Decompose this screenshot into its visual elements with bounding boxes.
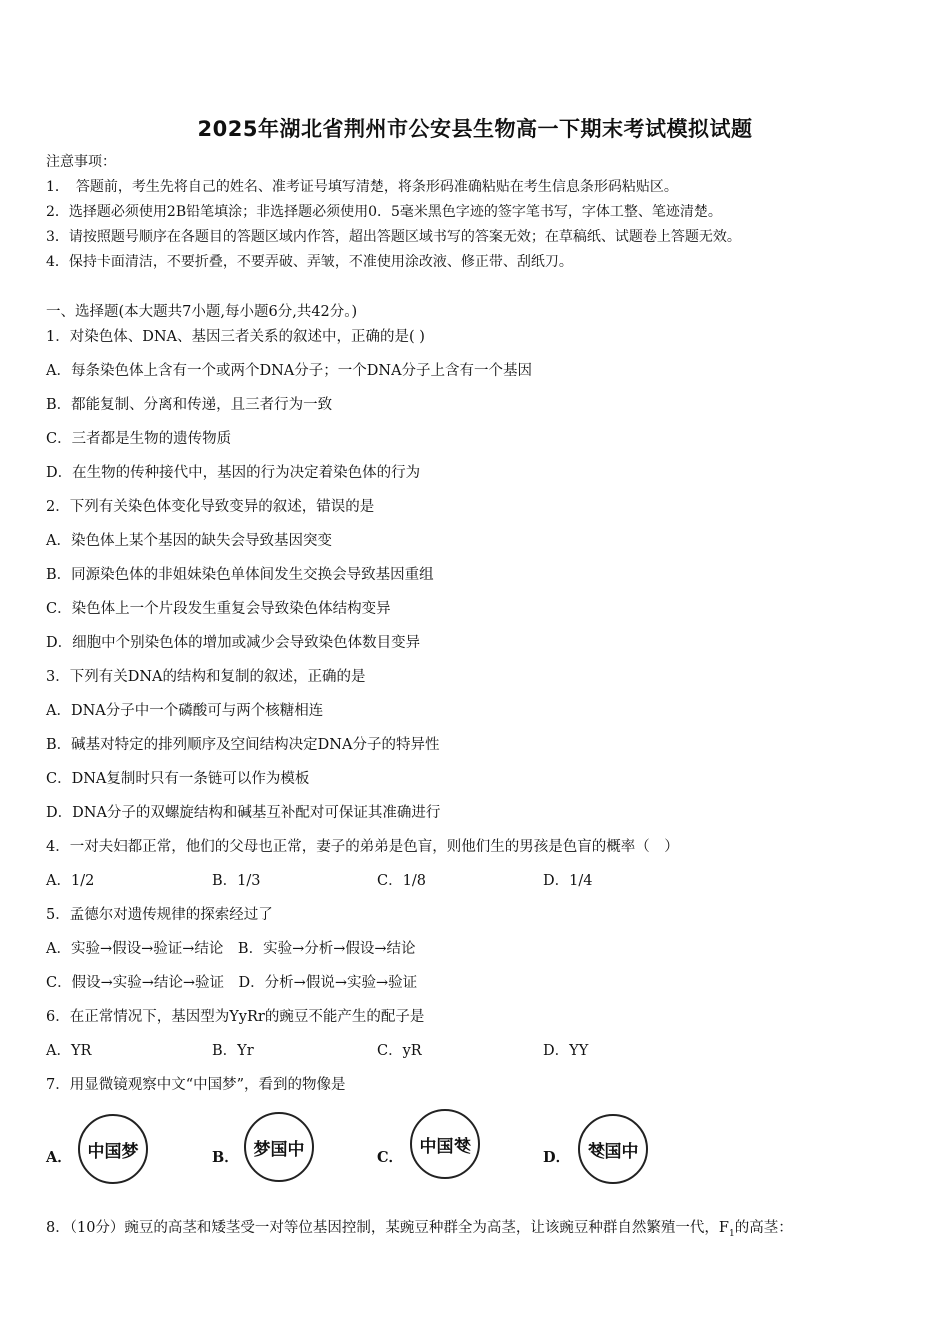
question-1-option-a: A．每条染色体上含有一个或两个DNA分子；一个DNA分子上含有一个基因: [46, 363, 533, 379]
question-6-option-d: D．YY: [543, 1043, 589, 1059]
char: 国: [270, 1139, 288, 1160]
section-heading: 一、选择题(本大题共7小题,每小题6分,共42分。): [46, 304, 358, 320]
question-7-stem: 7．用显微镜观察中文“中国梦”，看到的物像是: [46, 1077, 346, 1093]
question-3-stem: 3．下列有关DNA的结构和复制的叙述，正确的是: [46, 669, 366, 685]
char-mirrored: 梦: [453, 1136, 471, 1157]
char: 中: [287, 1139, 305, 1160]
question-7-image-d: [578, 1114, 648, 1184]
char: 国: [604, 1141, 622, 1162]
question-8-text: 8．（10分）豌豆的高茎和矮茎受一对等位基因控制，某豌豆种群全为高茎，让该豌豆种群自然繁殖一代，F: [46, 1220, 729, 1236]
question-6-option-a: A．YR: [46, 1043, 92, 1059]
subscript: 1: [728, 1228, 735, 1239]
question-4-stem: 4．一对夫妇都正常，他们的父母也正常，妻子的弟弟是色盲，则他们生的男孩是色盲的概率（ ）: [46, 839, 679, 855]
question-2-option-b: B．同源染色体的非姐妹染色单体间发生交换会导致基因重组: [46, 567, 434, 583]
question-7-label-b: B．: [212, 1149, 239, 1166]
question-6-stem: 6．在正常情况下，基因型为YyRr的豌豆不能产生的配子是: [46, 1009, 425, 1025]
question-7-label-c: C．: [377, 1149, 404, 1166]
char: 国: [436, 1136, 454, 1157]
question-4-option-a: A．1/2: [46, 873, 95, 889]
notice-item: 4．保持卡面清洁，不要折叠，不要弄破、弄皱，不准使用涂改液、修正带、刮纸刀。: [46, 254, 573, 270]
notice-item: 2．选择题必须使用2B铅笔填涂；非选择题必须使用0．5毫米黑色字迹的签字笔书写，字体工整、笔迹清楚。: [46, 204, 722, 220]
char: 中: [419, 1136, 437, 1157]
question-4-option-c: C．1/8: [377, 873, 426, 889]
char: 梦: [121, 1141, 139, 1162]
question-7-image-c: [410, 1109, 480, 1179]
notice-item: 1． 答题前，考生先将自己的姓名、准考证号填写清楚，将条形码准确粘贴在考生信息条形码粘贴区。: [46, 179, 678, 195]
page-title: 2025年湖北省荆州市公安县生物高一下期末考试模拟试题: [197, 117, 753, 141]
question-2-option-d: D．细胞中个别染色体的增加或减少会导致染色体数目变异: [46, 635, 421, 651]
question-8-tail: 的高茎：: [734, 1220, 793, 1236]
question-7-image-a: [78, 1114, 148, 1184]
question-6-option-b: B．Yr: [212, 1043, 254, 1059]
question-1-option-d: D．在生物的传种接代中，基因的行为决定着染色体的行为: [46, 465, 421, 481]
question-3-option-a: A．DNA分子中一个磷酸可与两个核糖相连: [46, 703, 324, 719]
question-6-option-c: C．yR: [377, 1043, 422, 1059]
char: 中: [87, 1141, 105, 1162]
question-7-image-b: [244, 1112, 314, 1182]
char: 中: [621, 1141, 639, 1162]
question-5-options-ab: A．实验→假设→验证→结论 B．实验→分析→假设→结论: [46, 941, 416, 957]
question-3-option-b: B．碱基对特定的排列顺序及空间结构决定DNA分子的特异性: [46, 737, 440, 753]
question-4-option-d: D．1/4: [543, 873, 593, 889]
question-2-option-c: C．染色体上一个片段发生重复会导致染色体结构变异: [46, 601, 391, 617]
char: 梦: [253, 1139, 271, 1160]
notice-heading: 注意事项：: [46, 154, 116, 170]
notice-item: 3．请按照题号顺序在各题目的答题区域内作答，超出答题区域书写的答案无效；在草稿纸、试题卷上答题无效。: [46, 229, 741, 245]
question-5-options-cd: C．假设→实验→结论→验证 D．分析→假说→实验→验证: [46, 975, 418, 991]
question-7-label-a: A．: [46, 1149, 72, 1166]
question-1-option-b: B．都能复制、分离和传递，且三者行为一致: [46, 397, 333, 413]
question-3-option-d: D．DNA分子的双螺旋结构和碱基互补配对可保证其准确进行: [46, 805, 441, 821]
question-2-stem: 2．下列有关染色体变化导致变异的叙述，错误的是: [46, 499, 375, 515]
question-1-stem: 1．对染色体、DNA、基因三者关系的叙述中，正确的是( ): [46, 329, 425, 345]
question-8-stem: [46, 1218, 793, 1244]
question-2-option-a: A．染色体上某个基因的缺失会导致基因突变: [46, 533, 332, 549]
question-7-label-d: D．: [543, 1149, 571, 1166]
question-4-option-b: B．1/3: [212, 873, 261, 889]
char-mirrored: 梦: [587, 1141, 605, 1162]
question-1-option-c: C．三者都是生物的遗传物质: [46, 431, 232, 447]
char: 国: [104, 1141, 122, 1162]
question-5-stem: 5．孟德尔对遗传规律的探索经过了: [46, 907, 273, 923]
question-3-option-c: C．DNA复制时只有一条链可以作为模板: [46, 771, 310, 787]
